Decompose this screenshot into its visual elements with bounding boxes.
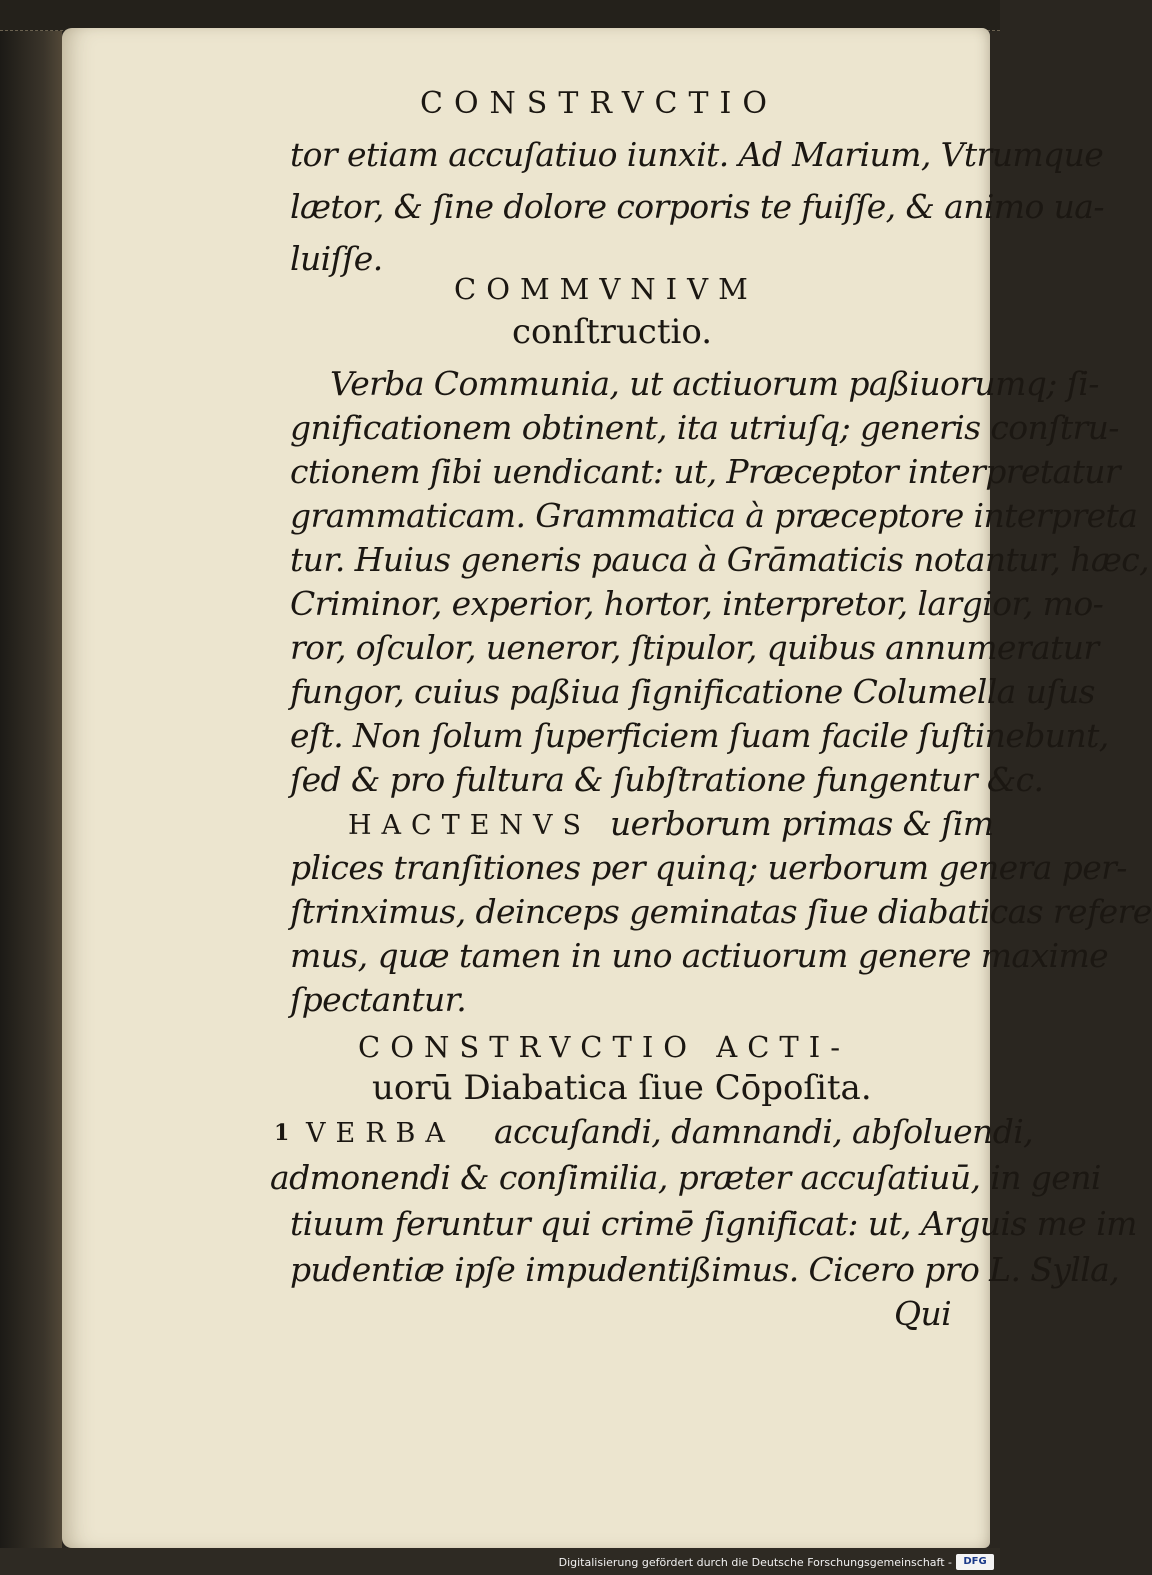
scan-edge-top bbox=[0, 0, 1000, 31]
section-heading-constructio-actiuorum: CONSTRVCTIO ACTI- bbox=[358, 1030, 851, 1064]
section-heading-communium: COMMVNIVM bbox=[454, 272, 758, 306]
book-page bbox=[62, 28, 1152, 1548]
marginal-number: 1 bbox=[274, 1120, 290, 1146]
text-line: uerborum primas & ſim bbox=[610, 804, 994, 843]
text-line: eſt. Non ſolum ſuperficiem ſuam facile ſuſtinebunt, bbox=[290, 716, 1109, 755]
paragraph-lead-hactenus: HACTENVS bbox=[348, 810, 592, 841]
dfg-logo: DFG bbox=[956, 1554, 994, 1570]
text-line: ctionem ſibi uendicant: ut, Præceptor interpretatur bbox=[290, 452, 1121, 491]
text-line: grammaticam. Grammatica à præceptore interpreta bbox=[290, 496, 1138, 535]
text-line: ror, oſculor, ueneror, ſtipulor, quibus annumeratur bbox=[290, 628, 1099, 667]
text-line: ſtrinximus, deinceps geminatas ſiue diabaticas refere bbox=[290, 892, 1152, 931]
text-line: lætor, & ſine dolore corporis te fuiſſe, & animo ua- bbox=[290, 187, 1104, 226]
text-line: fungor, cuius paßiua ſignificatione Columella uſus bbox=[290, 672, 1095, 711]
text-line: Criminor, experior, hortor, interpretor, largior, mo- bbox=[290, 584, 1104, 623]
paragraph-lead-verba: VERBA bbox=[306, 1118, 455, 1149]
text-line: tor etiam accuſatiuo iunxit. Ad Marium, Vtrumque bbox=[290, 135, 1104, 174]
text-line: tur. Huius generis pauca à Grāmaticis notantur, hæc, bbox=[290, 540, 1150, 579]
text-line: pudentiæ ipſe impudentißimus. Cicero pro L. Sylla, bbox=[290, 1250, 1120, 1289]
section-heading-communium-sub: conſtructio. bbox=[512, 312, 713, 352]
text-line: gnificationem obtinent, ita utriuſq; generis conſtru- bbox=[290, 408, 1119, 447]
text-line: luiſſe. bbox=[290, 239, 383, 278]
scan-edge-left bbox=[0, 0, 62, 1575]
text-line: admonendi & conſimilia, præter accuſatiuū, in geni bbox=[270, 1158, 1101, 1197]
running-head: CONSTRVCTIO bbox=[420, 86, 778, 121]
digitization-credit: Digitalisierung gefördert durch die Deutsche Forschungsgemeinschaft - bbox=[558, 1556, 952, 1569]
text-line: plices tranſitiones per quinq; uerborum genera per- bbox=[290, 848, 1127, 887]
text-line: ſed & pro fultura & ſubſtratione fungentur &c. bbox=[290, 760, 1044, 799]
catchword: Qui bbox=[894, 1294, 952, 1333]
text-line: mus, quæ tamen in uno actiuorum genere maxime bbox=[290, 936, 1109, 975]
text-line: tiuum feruntur qui crimē ſignificat: ut, Arguis me im bbox=[290, 1204, 1137, 1243]
text-line: accuſandi, damnandi, abſoluendi, bbox=[494, 1112, 1034, 1151]
text-line: Verba Communia, ut actiuorum paßiuorumq; ſi- bbox=[330, 364, 1099, 403]
section-heading-constructio-actiuorum-sub: uorū Diabatica ſiue Cōpoſita. bbox=[372, 1068, 872, 1108]
text-line: ſpectantur. bbox=[290, 980, 467, 1019]
